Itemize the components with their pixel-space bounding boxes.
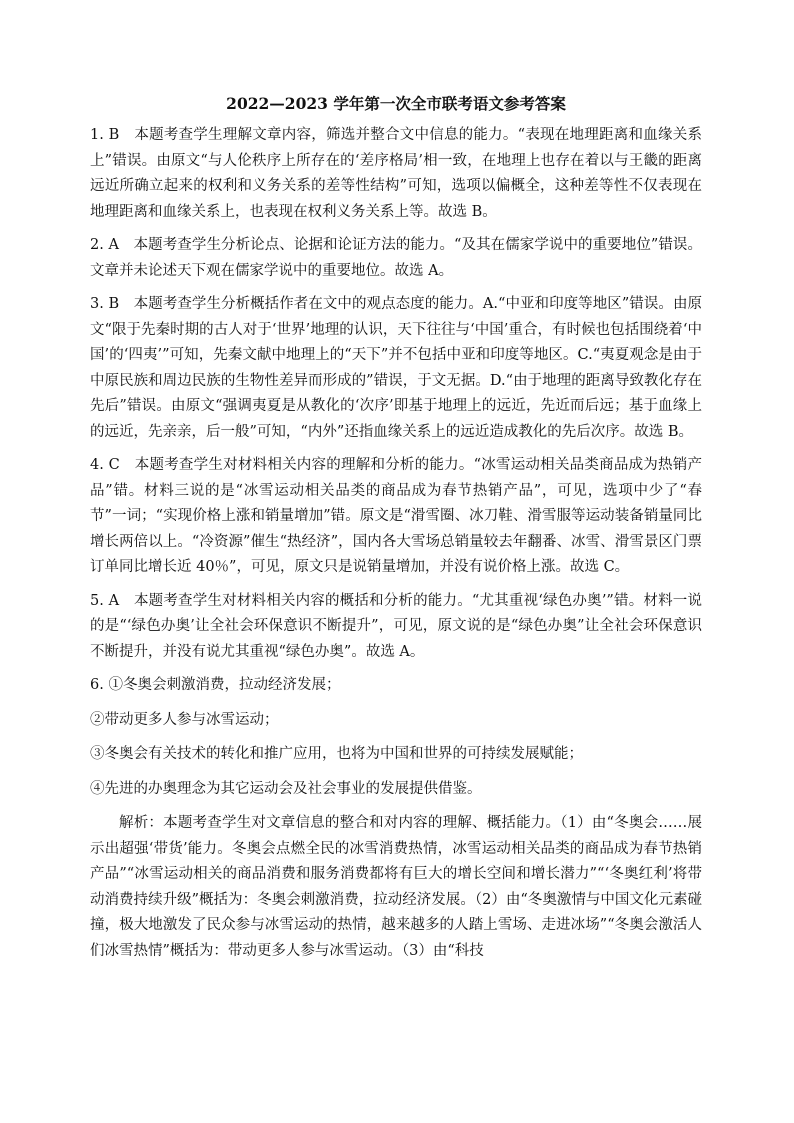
answer-document <box>90 92 702 972</box>
q6-point-1: 6. ①冬奥会刺激消费，拉动经济发展； <box>90 677 341 693</box>
answer-item-2: 2. A 本题考查学生分析论点、论据和论证方法的能力。“及其在儒家学说中的重要地位”错误。文章并未论述天下观在儒家学说中的重要地位。故选 A。 <box>90 237 702 279</box>
q6-analysis: 解析：本题考查学生对文章信息的整合和对内容的理解、概括能力。（1）由“冬奥会……展示出超强‘带货’能力。冬奥会点燃全民的冰雪消费热情，冰雪运动相关品类的商品成为春节热销产品”“冰雪运动相关的商品消费和服务消费都将有巨大的增长空间和增长潜力”“‘冬奥红利’将带动消费持续升级”概括为：冬奥会刺激消费，拉动经济发展。（2）由“冬奥激情与中国文化元素碰撞，极大地激发了民众参与冰雪运动的热情，越来越多的人踏上雪场、走进冰场”“冬奥会激活人们冰雪热情”概括为：带动更多人参与冰雪运动。（3）由“科技 <box>90 815 702 959</box>
q6-point-3: ③冬奥会有关技术的转化和推广应用，也将为中国和世界的可持续发展赋能； <box>90 746 583 762</box>
answer-item-5: 5. A 本题考查学生对材料相关内容的概括和分析的能力。“尤其重视‘绿色办奥’”错。材料一说的是“‘绿色办奥’让全社会环保意识不断提升”，可见，原文说的是“绿色办奥”让全社会环保意识不断提升，并没有说尤其重视“绿色办奥”。故选 A。 <box>90 592 702 660</box>
answer-item-1: 1. B 本题考查学生理解文章内容，筛选并整合文中信息的能力。“表现在地理距离和血缘关系上”错误。由原文“与人伦秩序上所存在的‘差序格局’相一致，在地理上也存在着以与王畿的距离远近所确立起来的权利和义务关系的差等性结构”可知，选项以偏概全，这种差等性不仅表现在地理距离和血缘关系上，也表现在权利义务关系上等。故选 B。 <box>90 127 702 220</box>
q6-point-4: ④先进的办奥理念为其它运动会及社会事业的发展提供借鉴。 <box>90 780 482 797</box>
document-title: 2022—2023 学年第一次全市联考语文参考答案 <box>226 94 566 113</box>
q6-point-2: ②带动更多人参与冰雪运动； <box>90 711 279 728</box>
answer-item-4: 4. C 本题考查学生对材料相关内容的理解和分析的能力。“冰雪运动相关品类商品成为热销产品”错。材料三说的是“冰雪运动相关品类的商品成为春节热销产品”，可见，选项中少了“春节”一词；“实现价格上涨和销量增加”错。原文是“滑雪圈、冰刀鞋、滑雪服等运动装备销量同比增长两倍以上。“冷资源”催生“热经济”，国内各大雪场总销量较去年翻番、冰雪、滑雪景区门票订单同比增长近 40％”，可见，原文只是说销量增加，并没有说价格上涨。故选 C。 <box>90 457 702 575</box>
answer-item-3: 3. B 本题考查学生分析概括作者在文中的观点态度的能力。A.“中亚和印度等地区”错误。由原文“限于先秦时期的古人对于‘世界’地理的认识，天下往往与‘中国’重合，有时候也包括围绕着‘中国’的‘四夷’”可知，先秦文献中地理上的“天下”并不包括中亚和印度等地区。C.“夷夏观念是由于中原民族和周边民族的生物性差异而形成的”错误，于文无据。D.“由于地理的距离导致教化存在先后”错误。由原文“强调夷夏是从教化的‘次序’即基于地理上的远近，先近而后远；基于血缘上的远近，先亲亲，后一般”可知，“内外”还指血缘关系上的远近造成教化的先后次序。故选 B。 <box>90 296 702 440</box>
